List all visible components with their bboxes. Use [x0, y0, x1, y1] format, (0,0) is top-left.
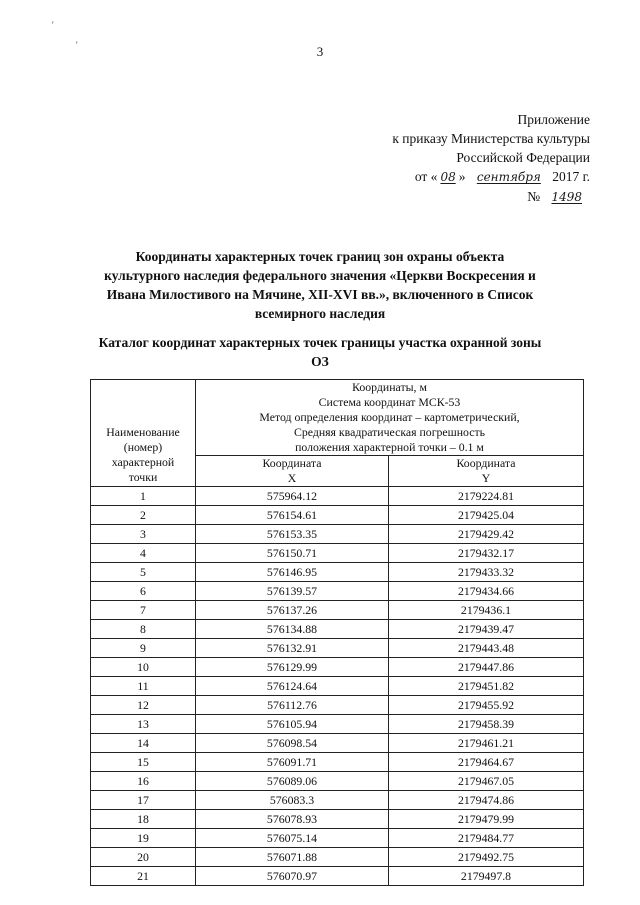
y-coordinate-cell: 2179461.21 [389, 734, 584, 753]
point-number-cell: 21 [91, 867, 196, 886]
title-line: культурного наследия федерального значения «Церкви Воскресения и [104, 268, 536, 283]
point-number-cell: 18 [91, 810, 196, 829]
appendix-date-line [392, 167, 590, 187]
point-number-cell: 20 [91, 848, 196, 867]
table-row [91, 563, 584, 582]
page-number: 3 [316, 44, 324, 59]
y-coordinate-cell: 2179439.47 [389, 620, 584, 639]
point-number-cell: 7 [91, 601, 196, 620]
point-number-cell: 11 [91, 677, 196, 696]
y-coordinate-cell: 2179433.32 [389, 563, 584, 582]
y-coordinate-cell: 2179436.1 [389, 601, 584, 620]
x-coordinate-cell: 576153.35 [196, 525, 389, 544]
point-number-cell: 14 [91, 734, 196, 753]
y-coordinate-cell: 2179432.17 [389, 544, 584, 563]
point-number-cell: 1 [91, 487, 196, 506]
header-line: положения характерной точки – 0.1 м [295, 440, 484, 454]
header-line: характерной [111, 455, 175, 469]
x-coordinate-cell: 576091.71 [196, 753, 389, 772]
date-month: сентября [476, 170, 541, 184]
table-row [91, 810, 584, 829]
point-number-cell: 12 [91, 696, 196, 715]
header-line: Координаты, м [352, 380, 427, 394]
point-number-cell: 16 [91, 772, 196, 791]
x-column-header [196, 456, 389, 487]
table-row [91, 791, 584, 810]
table-row [91, 696, 584, 715]
appendix-number-line [392, 187, 590, 207]
table-row [91, 639, 584, 658]
catalog-title-line: ОЗ [311, 354, 329, 369]
coordinates-header [196, 380, 584, 456]
point-number-cell: 19 [91, 829, 196, 848]
order-number: 1498 [551, 190, 582, 204]
date-prefix: от « [414, 169, 438, 184]
header-line: (номер) [123, 440, 163, 454]
table-row [91, 506, 584, 525]
table-row [91, 620, 584, 639]
x-coordinate-cell: 576105.94 [196, 715, 389, 734]
x-coordinate-cell: 576124.64 [196, 677, 389, 696]
date-separator: » [458, 169, 466, 184]
x-coordinate-cell: 576071.88 [196, 848, 389, 867]
document-title [60, 247, 580, 323]
y-coordinate-cell: 2179492.75 [389, 848, 584, 867]
x-coordinate-cell: 576139.57 [196, 582, 389, 601]
y-column-header [389, 456, 584, 487]
x-coordinate-cell: 576146.95 [196, 563, 389, 582]
y-coordinate-cell: 2179458.39 [389, 715, 584, 734]
x-coordinate-cell: 576112.76 [196, 696, 389, 715]
header-line: Средняя квадратическая погрешность [293, 425, 486, 439]
y-coordinate-cell: 2179467.05 [389, 772, 584, 791]
appendix-block [392, 110, 590, 207]
table-row [91, 544, 584, 563]
title-line: Ивана Милостивого на Мячине, XII-XVI вв.», включенного в Список [106, 287, 534, 302]
table-row [91, 734, 584, 753]
y-coordinate-cell: 2179451.82 [389, 677, 584, 696]
table-row [91, 525, 584, 544]
x-coordinate-cell: 576129.99 [196, 658, 389, 677]
x-coordinate-cell: 576137.26 [196, 601, 389, 620]
x-coordinate-cell: 576078.93 [196, 810, 389, 829]
x-coordinate-cell: 575964.12 [196, 487, 389, 506]
point-number-cell: 5 [91, 563, 196, 582]
table-row [91, 677, 584, 696]
y-coordinate-cell: 2179497.8 [389, 867, 584, 886]
y-coordinate-cell: 2179474.86 [389, 791, 584, 810]
table-row [91, 848, 584, 867]
table-row [91, 658, 584, 677]
margin-mark: ' [76, 40, 78, 50]
date-year: 2017 г. [552, 169, 590, 184]
y-coordinate-cell: 2179447.86 [389, 658, 584, 677]
x-coordinate-cell: 576075.14 [196, 829, 389, 848]
header-line: Координата [262, 456, 322, 470]
point-number-cell: 15 [91, 753, 196, 772]
x-coordinate-cell: 576154.61 [196, 506, 389, 525]
x-coordinate-cell: 576089.06 [196, 772, 389, 791]
point-number-cell: 9 [91, 639, 196, 658]
table-row [91, 582, 584, 601]
title-line: всемирного наследия [254, 306, 386, 321]
x-coordinate-cell: 576070.97 [196, 867, 389, 886]
x-coordinate-cell: 576083.3 [196, 791, 389, 810]
appendix-heading: Приложение [517, 112, 590, 127]
point-number-cell: 8 [91, 620, 196, 639]
table-row [91, 487, 584, 506]
header-line: Наименование [106, 425, 180, 439]
date-day: 08 [440, 170, 456, 184]
y-coordinate-cell: 2179434.66 [389, 582, 584, 601]
header-line: Координата [456, 456, 516, 470]
y-coordinate-cell: 2179484.77 [389, 829, 584, 848]
table-row [91, 772, 584, 791]
point-number-cell: 4 [91, 544, 196, 563]
appendix-order-line: к приказу Министерства культуры [392, 131, 590, 146]
y-coordinate-cell: 2179455.92 [389, 696, 584, 715]
header-line: Метод определения координат – картометрический, [259, 410, 520, 424]
y-coordinate-cell: 2179464.67 [389, 753, 584, 772]
title-line: Координаты характерных точек границ зон охраны объекта [135, 249, 505, 264]
header-line: Система координат МСК-53 [318, 395, 461, 409]
point-number-cell: 10 [91, 658, 196, 677]
point-number-cell: 3 [91, 525, 196, 544]
x-coordinate-cell: 576098.54 [196, 734, 389, 753]
point-number-cell: 17 [91, 791, 196, 810]
table-row [91, 753, 584, 772]
y-coordinate-cell: 2179224.81 [389, 487, 584, 506]
header-line: X [287, 471, 297, 485]
number-label: № [527, 189, 541, 204]
point-number-cell: 2 [91, 506, 196, 525]
table-row [91, 829, 584, 848]
catalog-title [60, 333, 580, 371]
table-row [91, 601, 584, 620]
x-coordinate-cell: 576150.71 [196, 544, 389, 563]
table-row [91, 715, 584, 734]
point-number-cell: 13 [91, 715, 196, 734]
y-coordinate-cell: 2179479.99 [389, 810, 584, 829]
y-coordinate-cell: 2179443.48 [389, 639, 584, 658]
y-coordinate-cell: 2179425.04 [389, 506, 584, 525]
point-name-header [91, 380, 196, 487]
coordinates-table [90, 379, 584, 886]
y-coordinate-cell: 2179429.42 [389, 525, 584, 544]
header-line: точки [128, 470, 158, 484]
point-number-cell: 6 [91, 582, 196, 601]
margin-mark: ' [52, 20, 54, 30]
appendix-ministry-line: Российской Федерации [456, 150, 590, 165]
x-coordinate-cell: 576132.91 [196, 639, 389, 658]
x-coordinate-cell: 576134.88 [196, 620, 389, 639]
table-row [91, 867, 584, 886]
header-line: Y [481, 471, 491, 485]
catalog-title-line: Каталог координат характерных точек границы участка охранной зоны [98, 335, 542, 350]
